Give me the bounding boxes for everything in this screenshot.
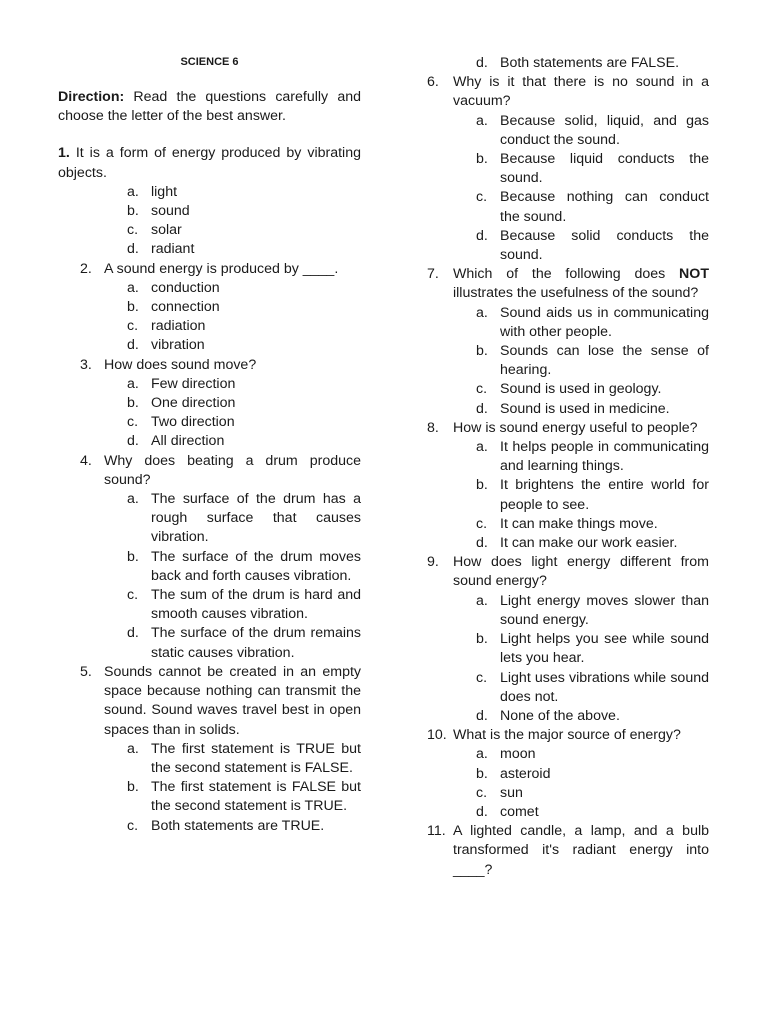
option-text: It brightens the entire world for people to see. [500, 477, 709, 513]
option-text: light [151, 183, 178, 200]
option-letter: c. [127, 222, 139, 239]
option-text: conduction [151, 279, 220, 296]
option [427, 803, 709, 822]
options-5-continued [427, 54, 709, 73]
question-text-emphasis: NOT [679, 266, 709, 283]
question-number: 10. [427, 727, 447, 744]
question-text: A lighted candle, a lamp, and a bulb transformed it's radiant energy into ____? [453, 823, 709, 878]
option [427, 380, 709, 399]
option-letter: d. [476, 400, 488, 417]
option-letter: b. [476, 765, 488, 782]
question-text: What is the major source of energy? [453, 727, 681, 744]
option [427, 304, 709, 342]
option [427, 54, 709, 73]
options-10 [427, 745, 709, 822]
option-text: One direction [151, 395, 236, 412]
option-letter: d. [476, 227, 488, 244]
option-text: Because nothing can conduct the sound. [500, 189, 709, 225]
options-9 [427, 592, 709, 726]
question-1 [58, 144, 361, 182]
question-6 [427, 73, 709, 111]
option-letter: b. [476, 343, 488, 360]
option [58, 221, 361, 240]
option-letter: d. [127, 433, 139, 450]
option-letter: c. [476, 381, 488, 398]
option-letter: c. [127, 587, 139, 604]
question-number: 7. [427, 266, 439, 283]
question-text: Why is it that there is no sound in a vacuum? [453, 74, 709, 110]
option-text: Because solid, liquid, and gas conduct the sound. [500, 112, 709, 148]
option [58, 413, 361, 432]
question-number: 11. [427, 823, 446, 840]
right-column [427, 54, 709, 880]
option-text: vibration [151, 337, 205, 354]
option-text: It can make our work easier. [500, 535, 678, 552]
option [427, 515, 709, 534]
option-text: radiant [151, 241, 195, 258]
option [58, 375, 361, 394]
option-letter: b. [127, 299, 139, 316]
question-9 [427, 553, 709, 591]
option-text: All direction [151, 433, 225, 450]
option-text: Few direction [151, 375, 236, 392]
option-text: The surface of the drum remains static causes vibration. [151, 625, 361, 661]
option-letter: a. [476, 304, 488, 321]
option-text: radiation [151, 318, 206, 335]
direction-text: Read the questions carefully and choose the letter of the best answer. [58, 89, 361, 125]
option-letter: d. [476, 535, 488, 552]
option-text: Light energy moves slower than sound energy. [500, 592, 709, 628]
option [427, 400, 709, 419]
option-letter: d. [127, 337, 139, 354]
option-letter: b. [476, 151, 488, 168]
option [58, 394, 361, 413]
options-1 [58, 183, 361, 260]
option [427, 534, 709, 553]
option [427, 227, 709, 265]
option [427, 188, 709, 226]
option [427, 630, 709, 668]
question-text: How is sound energy useful to people? [453, 419, 698, 436]
option [427, 476, 709, 514]
option-letter: d. [127, 625, 139, 642]
option [58, 740, 361, 778]
option [58, 778, 361, 816]
option [427, 150, 709, 188]
question-number: 6. [427, 74, 439, 91]
option-text: moon [500, 746, 536, 763]
question-number: 5. [80, 663, 92, 680]
option [58, 817, 361, 836]
option-letter: d. [476, 803, 488, 820]
option [58, 586, 361, 624]
option-text: The surface of the drum moves back and forth causes vibration. [151, 548, 361, 584]
option-text: The first statement is FALSE but the second statement is TRUE. [151, 779, 361, 815]
question-number: 2. [80, 260, 92, 277]
option-letter: c. [127, 414, 139, 431]
option [427, 592, 709, 630]
option-letter: a. [127, 740, 139, 757]
question-text: A sound energy is produced by ____. [104, 260, 339, 277]
options-5 [58, 740, 361, 836]
direction [58, 88, 361, 126]
option [58, 202, 361, 221]
options-8 [427, 438, 709, 553]
option-text: Because solid conducts the sound. [500, 227, 709, 264]
question-text: It is a form of energy produced by vibrating objects. [58, 145, 361, 181]
options-2 [58, 279, 361, 356]
question-2 [58, 260, 361, 279]
question-number: 9. [427, 554, 439, 571]
question-text-after: illustrates the usefulness of the sound? [453, 285, 699, 302]
option-letter: c. [476, 515, 488, 532]
option-text: Two direction [151, 414, 235, 431]
option [427, 784, 709, 803]
option-letter: c. [127, 318, 139, 335]
direction-label: Direction: [58, 89, 125, 105]
option-letter: b. [127, 779, 139, 796]
option [58, 624, 361, 662]
left-column [58, 54, 361, 836]
option [427, 765, 709, 784]
option-letter: a. [476, 439, 488, 456]
question-8 [427, 419, 709, 438]
option-text: asteroid [500, 765, 551, 782]
option-letter: b. [127, 548, 139, 565]
option [58, 548, 361, 586]
option-letter: d. [127, 241, 139, 258]
option-text: Both statements are FALSE. [500, 55, 680, 71]
question-number: 1. [58, 145, 70, 162]
option-letter: a. [127, 375, 139, 392]
question-text: Sounds cannot be created in an empty space because nothing can transmit the sound. Sound waves travel best in open spaces than in solids. [104, 663, 361, 738]
option [58, 432, 361, 451]
question-5 [58, 663, 361, 740]
option [58, 279, 361, 298]
option [58, 240, 361, 259]
option-letter: b. [127, 395, 139, 412]
option-text: Sounds can lose the sense of hearing. [500, 343, 709, 379]
option-letter: a. [476, 746, 488, 763]
option-letter: c. [476, 189, 488, 206]
option-text: It can make things move. [500, 515, 658, 532]
question-3 [58, 356, 361, 375]
option-text: Because liquid conducts the sound. [500, 151, 709, 187]
option-text: Sound is used in geology. [500, 381, 662, 398]
option [58, 298, 361, 317]
options-6 [427, 112, 709, 266]
question-4 [58, 452, 361, 490]
option-letter: a. [127, 183, 139, 200]
options-7 [427, 304, 709, 419]
question-text-before: Which of the following does [453, 266, 680, 283]
option-letter: c. [476, 784, 488, 801]
option [58, 336, 361, 355]
option [427, 745, 709, 764]
option [427, 669, 709, 707]
option [427, 438, 709, 476]
option-text: sun [500, 784, 523, 801]
option-letter: b. [476, 631, 488, 648]
options-4 [58, 490, 361, 663]
option-letter: a. [127, 491, 139, 508]
option-letter: c. [476, 669, 488, 686]
option-letter: b. [127, 203, 139, 220]
option [58, 490, 361, 548]
option-letter: c. [127, 817, 139, 834]
page-title: SCIENCE 6 [180, 56, 239, 68]
option-text: It helps people in communicating and learning things. [500, 439, 709, 475]
question-10 [427, 726, 709, 745]
option-text: Light helps you see while sound lets you hear. [500, 631, 709, 667]
question-text: How does sound move? [104, 356, 257, 373]
option-text: None of the above. [500, 707, 620, 724]
option [427, 112, 709, 150]
option-letter: d. [476, 55, 488, 71]
option [427, 342, 709, 380]
option-text: Sound is used in medicine. [500, 400, 670, 417]
question-number: 4. [80, 452, 92, 469]
question-number: 3. [80, 356, 92, 373]
option-text: Sound aids us in communicating with other people. [500, 304, 709, 340]
option-text: The surface of the drum has a rough surface that causes vibration. [151, 491, 361, 546]
option-letter: a. [476, 112, 488, 129]
question-text: How does light energy different from sound energy? [453, 554, 709, 590]
option-text: The sum of the drum is hard and smooth causes vibration. [151, 587, 361, 623]
option-text: Light uses vibrations while sound does not. [500, 669, 709, 705]
option-letter: a. [127, 279, 139, 296]
option-text: sound [151, 203, 190, 220]
option [427, 707, 709, 726]
option-letter: d. [476, 707, 488, 724]
question-text: Why does beating a drum produce sound? [104, 452, 361, 488]
option-text: The first statement is TRUE but the second statement is FALSE. [151, 740, 361, 776]
option [58, 183, 361, 202]
option-text: connection [151, 299, 220, 316]
question-11 [427, 822, 709, 880]
option-text: solar [151, 222, 182, 239]
option-letter: a. [476, 592, 488, 609]
options-3 [58, 375, 361, 452]
option [58, 317, 361, 336]
question-number: 8. [427, 419, 439, 436]
option-text: Both statements are TRUE. [151, 817, 325, 834]
option-text: comet [500, 803, 539, 820]
question-7 [427, 265, 709, 303]
option-letter: b. [476, 477, 488, 494]
